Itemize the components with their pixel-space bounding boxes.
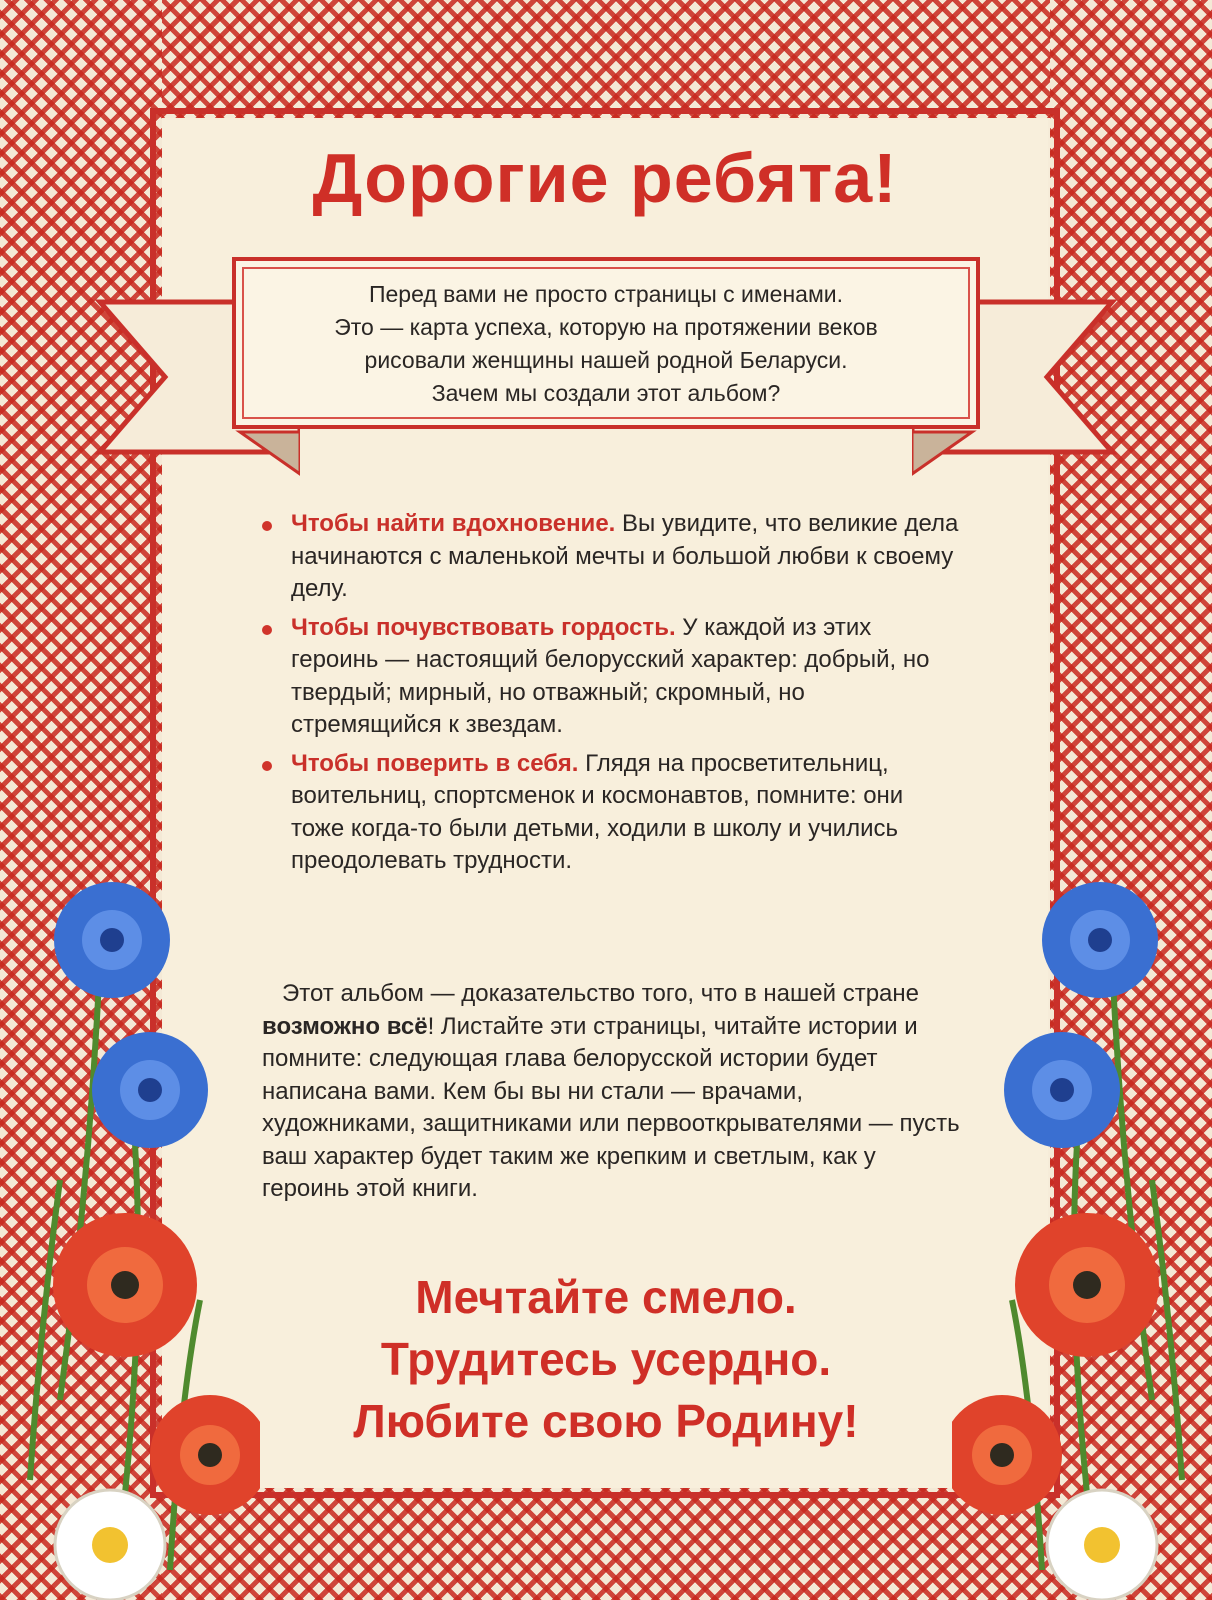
slogan xyxy=(200,1266,1012,1452)
list-item xyxy=(262,508,962,606)
paragraph-text-end: ! Листайте эти страницы, читайте истории и помните: следующая глава белорусской истории будет написана вами. Кем бы вы ни стали — врачами, художниками, защитниками или первооткрывателями — пусть ваш характер будет таким же крепким и светлым, как у героинь этой книги. xyxy=(262,1012,960,1202)
intro-line: Перед вами не просто страницы с именами. xyxy=(368,281,844,307)
paragraph-text-start: Этот альбом — доказательство того, что в нашей стране xyxy=(282,980,919,1007)
reason-text: Глядя на просветительниц, воительниц, спортсменок и космонавтов, помните: они тоже когда-то были детьми, ходили в школу и учились преодолевать трудности. xyxy=(291,749,904,874)
paragraph-emphasis: возможно всё xyxy=(262,1012,428,1040)
reason-text: У каждой из этих героинь — настоящий белорусский характер: добрый, но твердый; мирный, но отважный; скромный, но стремящийся к звездам. xyxy=(291,613,930,738)
poppy-icon xyxy=(952,1395,1062,1515)
poppy-icon xyxy=(1015,1213,1159,1357)
daisy-icon xyxy=(55,1490,165,1600)
list-item xyxy=(262,612,962,742)
slogan-line: Трудитесь усердно. xyxy=(380,1333,832,1385)
reason-lead: Чтобы почувствовать гордость. xyxy=(291,613,676,641)
bullet-dot-icon xyxy=(262,521,272,531)
cornflower-icon xyxy=(1004,1032,1120,1148)
intro-line: Зачем мы создали этот альбом? xyxy=(431,380,781,406)
bullet-dot-icon xyxy=(262,761,272,771)
intro-line: рисовали женщины нашей родной Беларуси. xyxy=(364,347,848,373)
slogan-line: Мечтайте смело. xyxy=(415,1271,797,1323)
cornflower-icon xyxy=(92,1032,208,1148)
poppy-icon xyxy=(150,1395,260,1515)
cornflower-icon xyxy=(54,882,170,998)
bullet-dot-icon xyxy=(262,625,272,635)
flower-bouquet-right xyxy=(952,880,1212,1600)
intro-line: Это — карта успеха, которую на протяжении веков xyxy=(334,314,878,340)
daisy-icon xyxy=(1047,1490,1157,1600)
poppy-icon xyxy=(53,1213,197,1357)
embroidery-top-band xyxy=(0,0,1212,118)
cornflower-icon xyxy=(1042,882,1158,998)
slogan-line: Любите свою Родину! xyxy=(353,1395,859,1447)
reasons-list xyxy=(262,508,962,884)
intro-text xyxy=(232,278,980,410)
reason-lead: Чтобы найти вдохновение. xyxy=(291,510,616,537)
closing-paragraph xyxy=(262,978,962,1206)
page-title: Дорогие ребята! xyxy=(312,139,898,217)
list-item xyxy=(262,748,962,878)
flower-bouquet-left xyxy=(0,880,260,1600)
reason-text: Вы увидите, что великие дела начинаются с маленькой мечты и большой любви к своему делу. xyxy=(291,510,959,602)
reason-lead: Чтобы поверить в себя. xyxy=(291,749,579,777)
